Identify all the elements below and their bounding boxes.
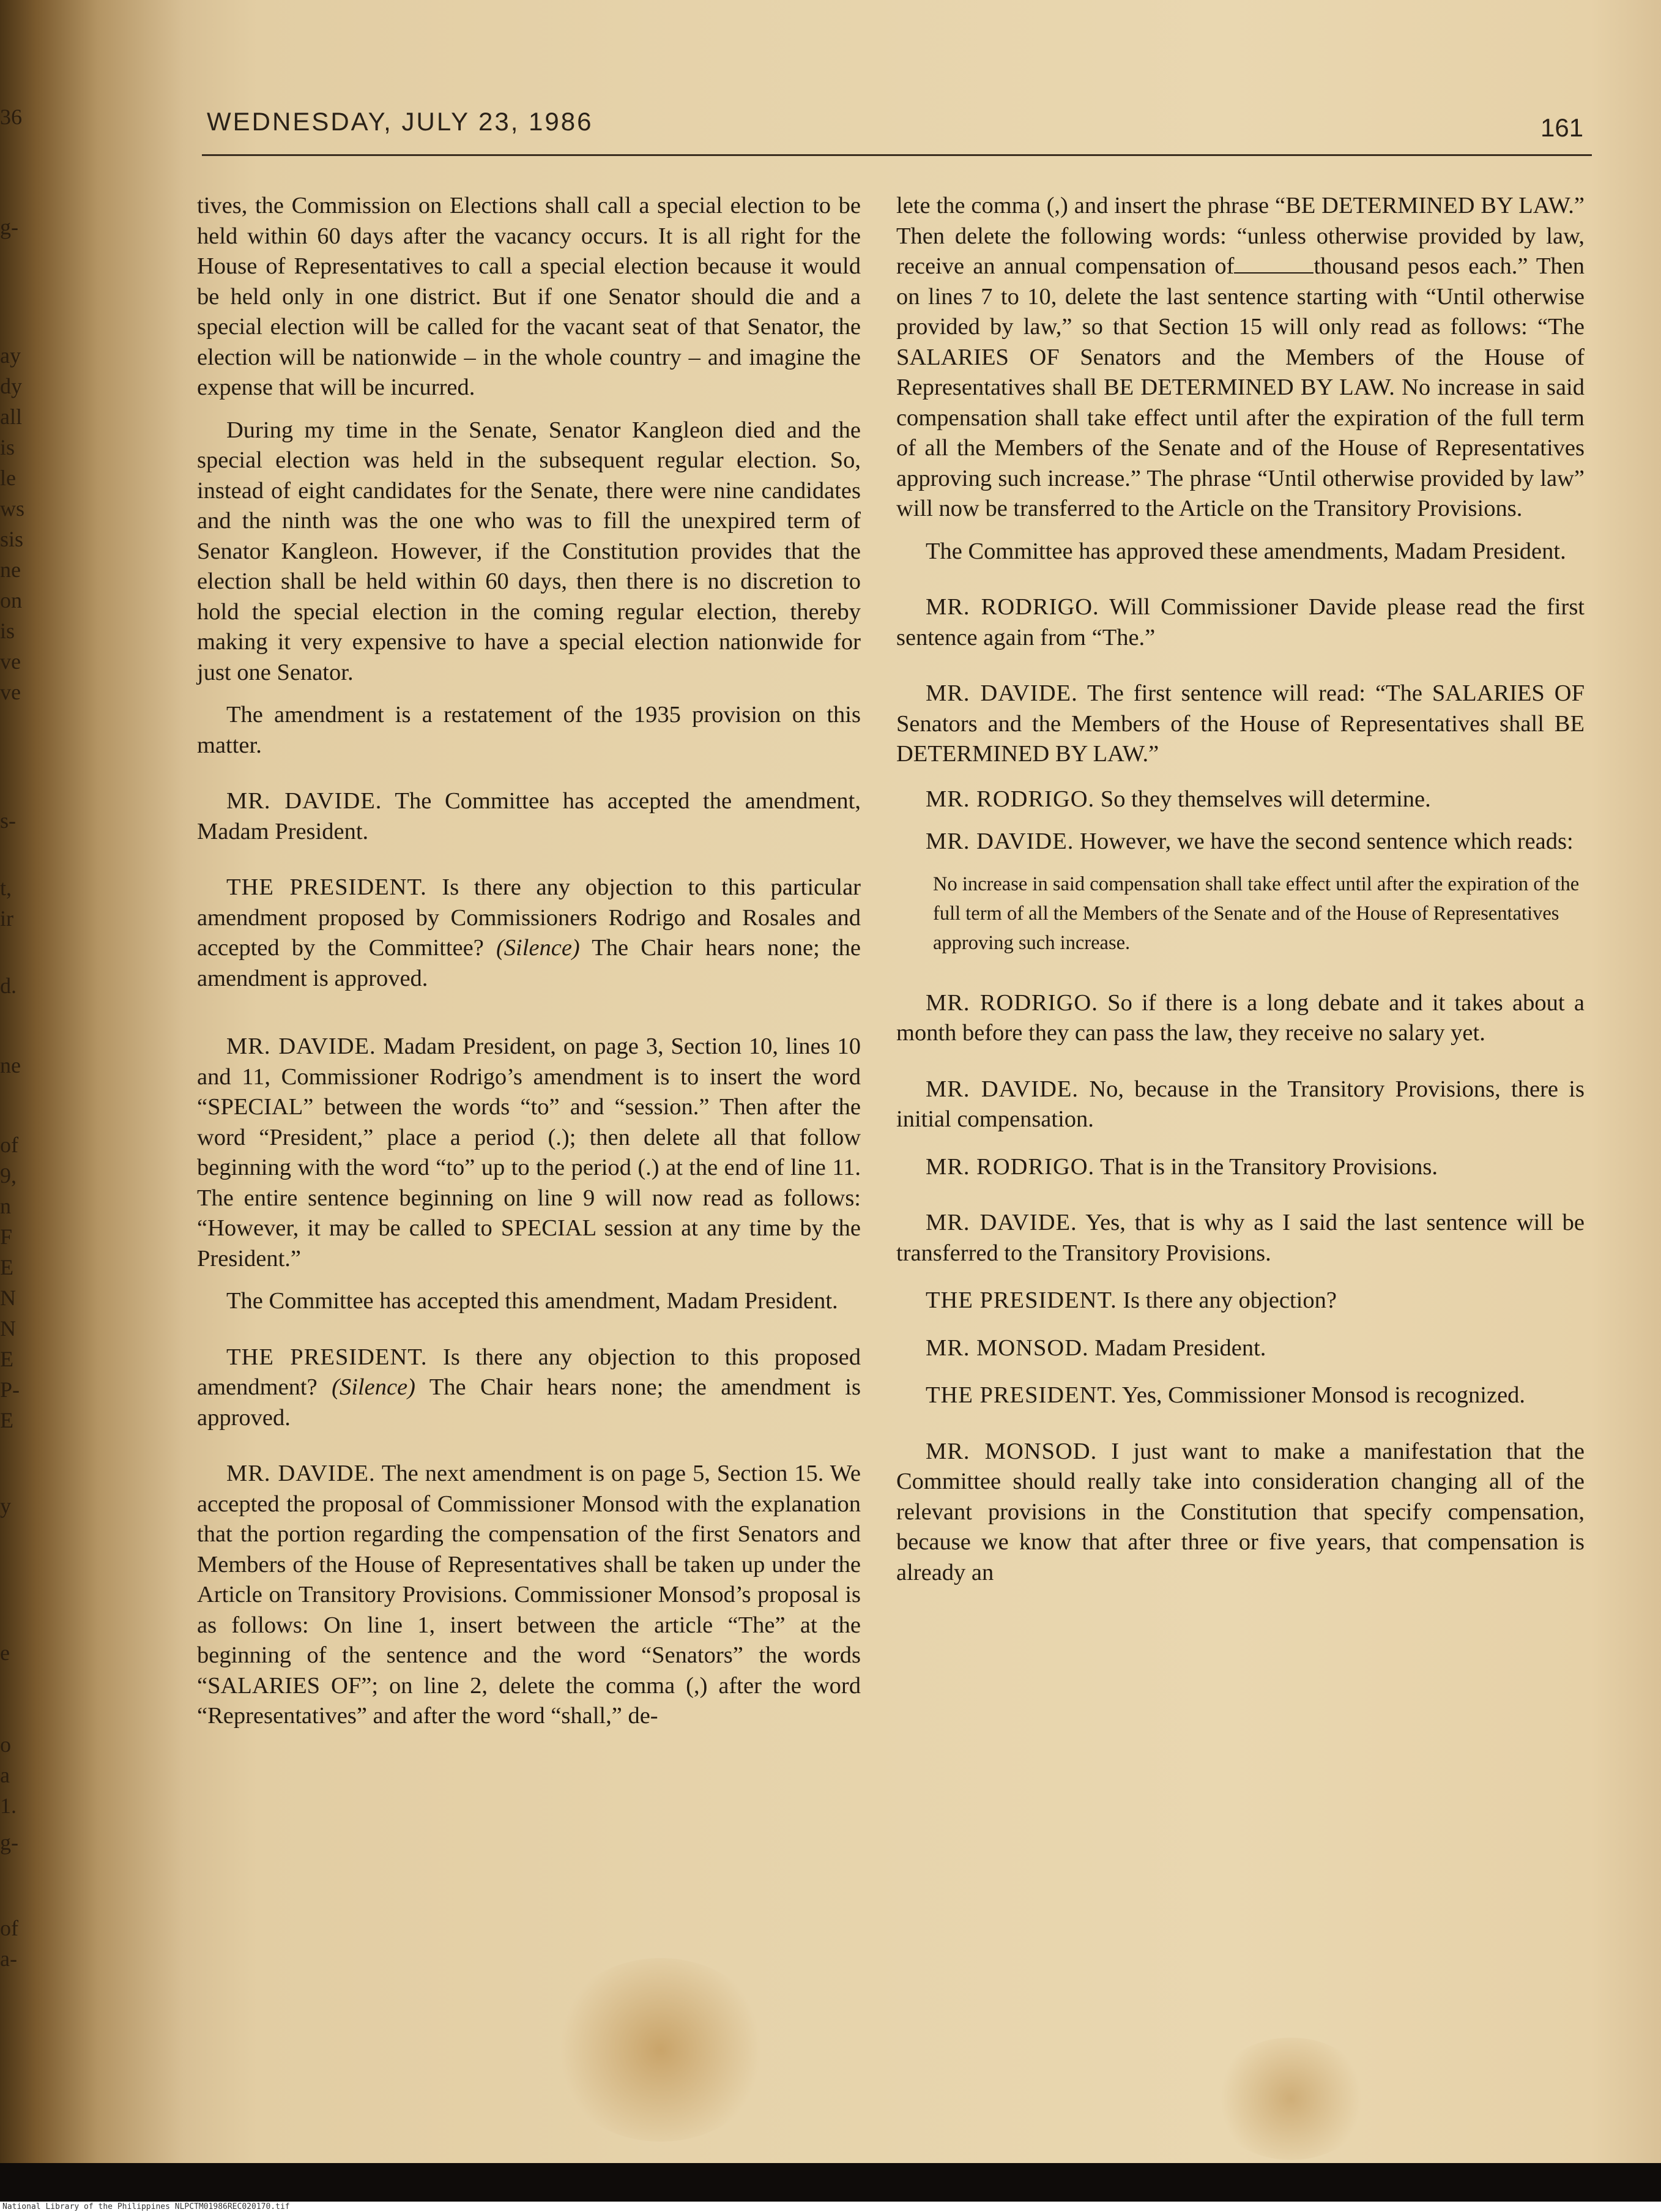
paragraph [197, 1286, 861, 1317]
paragraph [197, 415, 861, 688]
previous-page-fragment: e [0, 1640, 10, 1665]
paragraph [197, 700, 861, 761]
paragraph-text: Madam President. [1088, 1335, 1266, 1361]
speaker-name: MR. RODRIGO. [926, 1153, 1095, 1180]
speaker-name: THE PRESIDENT. [226, 874, 427, 900]
previous-page-fragment: N [0, 1316, 16, 1341]
blank-line [1234, 255, 1314, 274]
block-quote: No increase in said compensation shall take effect until after the expiration of the full term of all the Members of the Senate and of the House of Representatives approving such increase. [933, 873, 1580, 954]
speaker-name: MR. DAVIDE. [926, 1076, 1079, 1102]
speaker-name: THE PRESIDENT. [226, 1344, 428, 1370]
speaker-name: MR. DAVIDE. [226, 788, 382, 814]
paragraph-text: The Chair hears none; the amendment is approved. [197, 1374, 861, 1431]
paragraph-text: Is there any objection? [1117, 1287, 1337, 1313]
previous-page-fragment: F [0, 1224, 13, 1249]
previous-page-fragment: 9, [0, 1163, 17, 1188]
speaker-name: THE PRESIDENT. [926, 1287, 1117, 1313]
paragraph-text: thousand pesos each.” Then on lines 7 to 10, delete the last sentence starting with “Until otherwise provided by law,” so that Section 15 will only read as follows: “The SALARIES OF Senators and the Members of the House of Representatives shall BE DETERMINED BY LAW. No increase in said compensation shall take effect until after the expiration of the full term of all the Members of the Senate and of the House of Representatives approving such increase.” The phrase “Until otherwise provided by law” will now be transferred to the Article on the Transitory Provisions. [896, 253, 1585, 521]
paragraph [197, 1459, 861, 1732]
previous-page-fragment: ne [0, 1053, 21, 1078]
speaker-name: MR. DAVIDE. [226, 1461, 376, 1486]
previous-page-fragment: ne [0, 557, 21, 582]
paragraph [896, 784, 1585, 815]
previous-page-fragment: t, [0, 876, 12, 900]
paragraph-text: I just want to make a manifestation that the Committee should really take into consideration changing all of the relevant provisions in the Constitution that specify compensation, because we know that after three or five years, that compensation is already an [896, 1438, 1585, 1585]
page-number: 161 [1540, 113, 1584, 142]
speaker-name: MR. RODRIGO. [926, 786, 1095, 812]
previous-page-fragment: sis [0, 527, 24, 551]
paragraph-text: Yes, Commissioner Monsod is recognized. [1117, 1382, 1526, 1408]
paragraph-text: The amendment is a restatement of the 1935 provision on this matter. [197, 702, 861, 758]
previous-page-fragment: E [0, 1255, 13, 1279]
paragraph [896, 1437, 1585, 1588]
paragraph-text: No, because in the Transitory Provisions, there is initial compensation. [896, 1076, 1585, 1132]
paragraph-text: Is there any objection to this proposed amendment? [197, 1344, 861, 1400]
previous-page-fragment: a- [0, 1946, 17, 1971]
previous-page-fragment: s- [0, 808, 16, 833]
paper-stain [1211, 2038, 1370, 2160]
previous-page-fragment: ve [0, 649, 21, 674]
header-date: WEDNESDAY, JULY 23, 1986 [207, 107, 593, 136]
paragraph-text: tives, the Commission on Elections shall call a special election to be held within 60 days after the vacancy occurs. It is all right for the House of Representatives to call a special election because it would be held only in one district. But if one Senator should die and a special election will be called for the vacant seat of that Senator, the election will be nationwide – in the whole country – and imagine the expense that will be incurred. [197, 193, 861, 400]
paragraph [896, 1380, 1585, 1411]
paragraph [896, 592, 1585, 653]
previous-page-fragment: g- [0, 1830, 18, 1855]
paper-stain [551, 1958, 771, 2142]
paragraph-text: The first sentence will read: “The SALARIES OF Senators and the Members of the House of Representatives shall BE DETERMINED BY LAW.” [896, 680, 1585, 767]
paragraph-text: The next amendment is on page 5, Section 15. We accepted the proposal of Commissioner Monsod with the explanation that the portion regarding the compensation of the first Senators and Members of the House of Representatives shall be taken up under the Article on Transitory Provisions. Commissioner Monsod’s proposal is as follows: On line 1, insert between the article “The” at the beginning of the sentence and the word “Senators” the words “SALARIES OF”; on line 2, delete the comma (,) after the word “Representatives” and after the word “shall,” de- [197, 1461, 861, 1729]
speaker-name: MR. MONSOD. [926, 1335, 1089, 1361]
speaker-name: THE PRESIDENT. [926, 1382, 1117, 1408]
speaker-name: MR. MONSOD. [926, 1438, 1098, 1464]
paragraph-text: The Chair hears none; the amendment is approved. [197, 935, 861, 991]
paragraph [896, 1152, 1585, 1183]
paragraph [896, 827, 1585, 857]
paragraph [896, 1286, 1585, 1316]
paragraph-text: During my time in the Senate, Senator Kangleon died and the special election was held in the subsequent regular election. So, instead of eight candidates for the Senate, there were nine candidates and the ninth was the one who was to fill the unexpired term of Senator Kangleon. However, if the Constitution provides that the election shall be held within 60 days, then there is no discretion to hold the special election in the coming regular election, thereby making it very expensive to have a special election nationwide for just one Senator. [197, 417, 861, 685]
paragraph [896, 679, 1585, 770]
previous-page-fragment: of [0, 1916, 18, 1940]
previous-page-fragment: d. [0, 974, 17, 998]
previous-page-fragment: le [0, 466, 16, 490]
previous-page-fragment: g- [0, 215, 18, 239]
paragraph [197, 1342, 861, 1434]
previous-page-fragment: E [0, 1408, 13, 1432]
speaker-name: MR. DAVIDE. [926, 829, 1074, 854]
stage-direction: (Silence) [332, 1374, 415, 1400]
previous-page-fragment: ws [0, 496, 25, 521]
previous-page-fragment: a [0, 1763, 10, 1787]
previous-page-fragment: ve [0, 680, 21, 704]
paragraph-text: So they themselves will determine. [1094, 786, 1431, 812]
paragraph-text: Madam President, on page 3, Section 10, lines 10 and 11, Commissioner Rodrigo’s amendment is to insert the word “SPECIAL” between the words “to” and “session.” Then after the word “President,” place a period (.); then delete all that follow beginning with the word “to” up to the period (.) at the end of line 11. The entire sentence beginning on line 9 will now read as follows: “However, it may be called to SPECIAL session at any time by the President.” [197, 1033, 861, 1272]
speaker-name: MR. RODRIGO. [926, 989, 1098, 1016]
paragraph [896, 1074, 1585, 1135]
header-rule [202, 154, 1592, 156]
previous-page-edge [0, 73, 43, 1971]
previous-page-fragment: n [0, 1194, 11, 1218]
paragraph [896, 1333, 1585, 1364]
paragraph [896, 1208, 1585, 1268]
scan-footer: National Library of the Philippines NLPCTM01986REC020170.tif [0, 2202, 1661, 2212]
previous-page-fragment: on [0, 588, 22, 613]
previous-page-fragment: N [0, 1286, 16, 1310]
previous-page-fragment: all [0, 404, 22, 429]
previous-page-fragment: is [0, 435, 15, 460]
speaker-name: MR. DAVIDE. [926, 680, 1078, 706]
paragraph-text: The Committee has accepted the amendment, Madam President. [197, 788, 861, 844]
paragraph [896, 988, 1585, 1049]
paragraph [197, 1032, 861, 1274]
previous-page-fragment: P- [0, 1377, 20, 1402]
previous-page-fragment: 1. [0, 1793, 17, 1818]
paragraph [896, 537, 1585, 567]
previous-page-fragment: E [0, 1347, 13, 1371]
paragraph-text: That is in the Transitory Provisions. [1094, 1153, 1438, 1180]
previous-page-fragment: ay [0, 343, 21, 368]
previous-page-fragment: is [0, 619, 15, 643]
previous-page-fragment: y [0, 1494, 11, 1518]
right-column [896, 191, 1585, 1600]
paragraph-text: Is there any objection to this particular amendment proposed by Commissioners Rodrigo and Rosales and accepted by the Committee? [197, 874, 861, 961]
previous-page-fragment: of [0, 1133, 18, 1157]
paragraph-text: So if there is a long debate and it takes about a month before they can pass the law, they receive no salary yet. [896, 989, 1585, 1046]
stage-direction: (Silence) [496, 935, 580, 961]
paragraph-text: Will Commissioner Davide please read the first sentence again from “The.” [896, 594, 1585, 650]
paragraph-text: The Committee has accepted this amendment, Madam President. [226, 1288, 838, 1314]
speaker-name: MR. DAVIDE. [226, 1033, 376, 1059]
left-column [197, 191, 861, 1744]
paragraph [197, 786, 861, 847]
paragraph-text: However, we have the second sentence which reads: [1074, 829, 1574, 854]
speaker-name: MR. RODRIGO. [926, 594, 1099, 620]
paragraph [197, 191, 861, 403]
paragraph [197, 873, 861, 994]
speaker-name: MR. DAVIDE. [926, 1210, 1077, 1235]
paragraph-text: Yes, that is why as I said the last sentence will be transferred to the Transitory Provisions. [896, 1210, 1585, 1266]
previous-page-fragment: ir [0, 906, 13, 931]
previous-page-fragment: o [0, 1732, 11, 1757]
previous-page-fragment: dy [0, 374, 22, 398]
previous-page-fragment: 36 [0, 105, 22, 129]
paragraph-text: The Committee has approved these amendments, Madam President. [926, 538, 1566, 564]
paragraph [896, 191, 1585, 524]
paragraph-text: lete the comma (,) and insert the phrase “BE DETERMINED BY LAW.” Then delete the following words: “unless otherwise provided by law, receive an annual compensation of [896, 193, 1585, 279]
